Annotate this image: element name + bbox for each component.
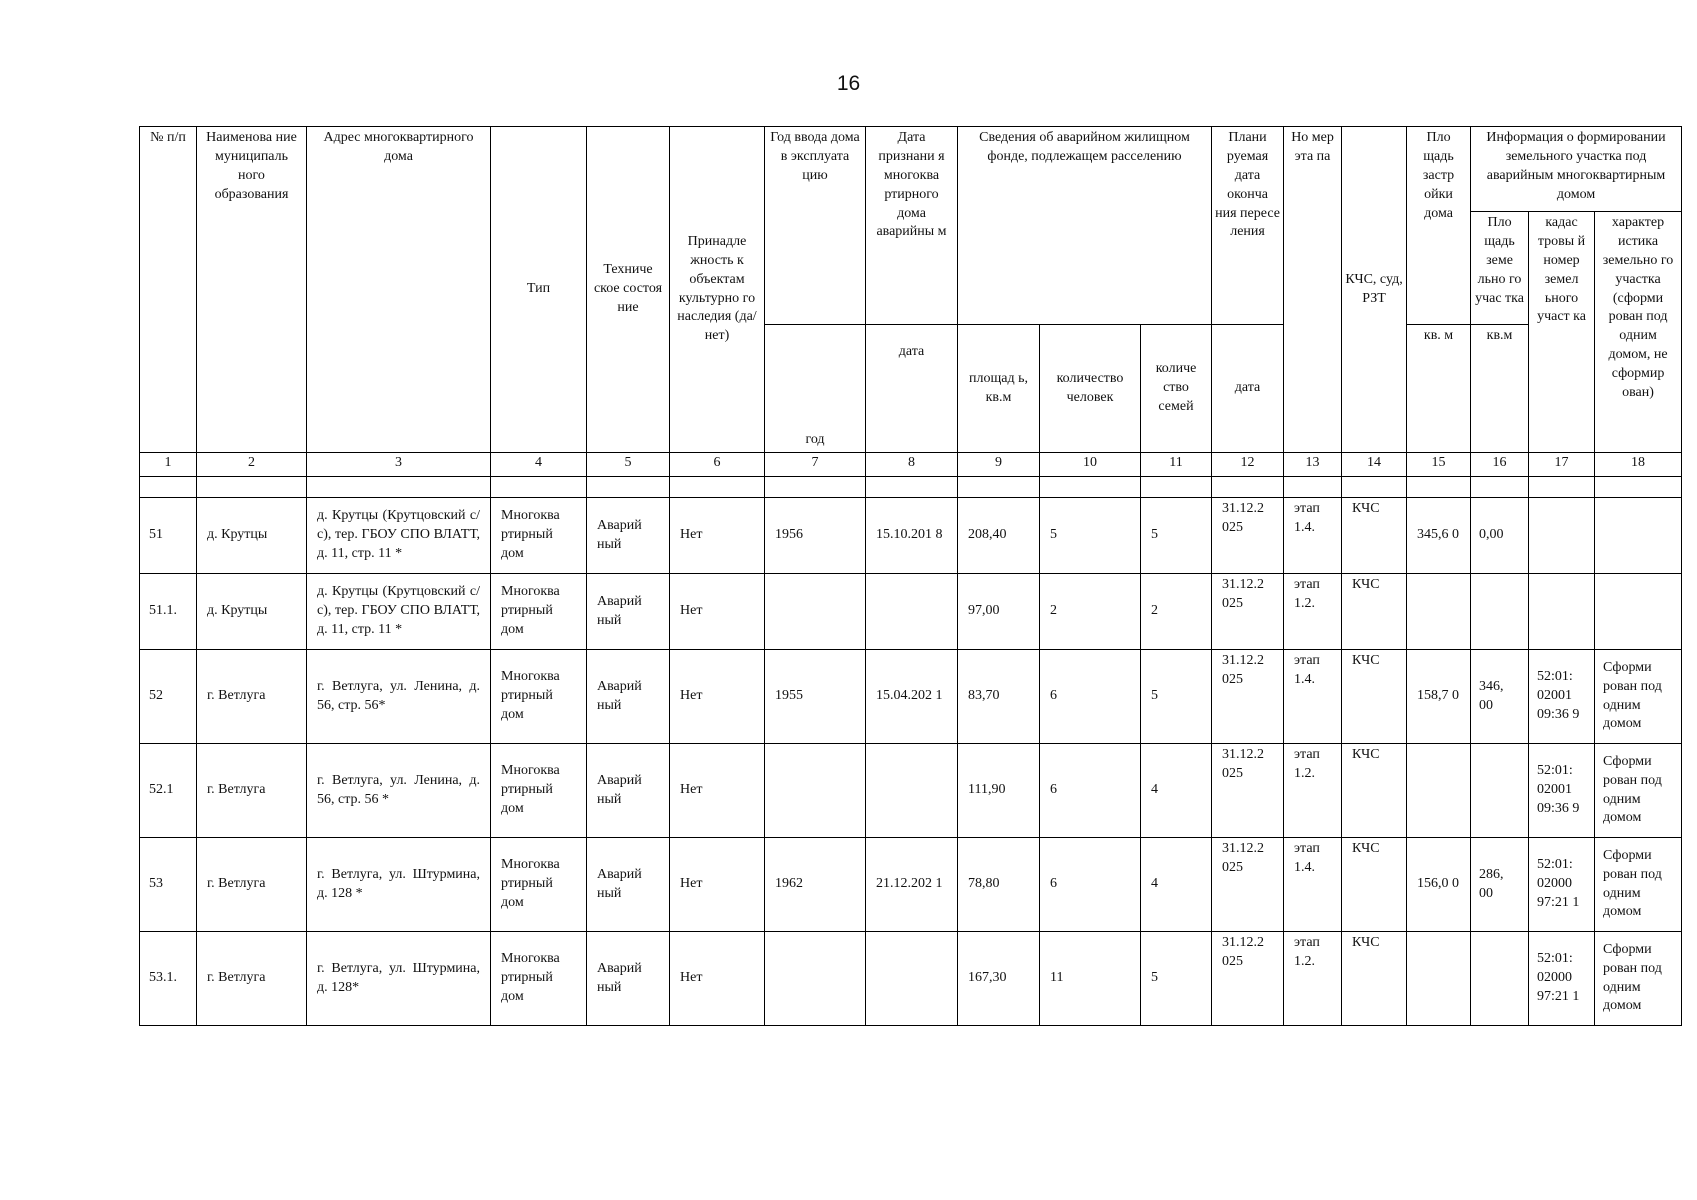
cell-plot-characteristic: Сформи рован под одним домом	[1595, 650, 1682, 744]
cell-cadastral-number: 52:01: 02000 97:21 1	[1529, 932, 1595, 1026]
cell-address: д. Крутцы (Крутцовский с/с), тер. ГБОУ СПО ВЛАТТ, д. 11, стр. 11 *	[307, 574, 491, 650]
cell-planned-date: 31.12.2 025	[1212, 498, 1284, 574]
cell-heritage: Нет	[670, 650, 765, 744]
cell-building-area	[1407, 932, 1471, 1026]
cell-cadastral-number	[1529, 498, 1595, 574]
header-unit-plot-sqm: кв.м	[1471, 325, 1529, 453]
column-number: 7	[765, 453, 866, 477]
cell-emergency-date	[866, 932, 958, 1026]
header-stage-number: Но мер эта па	[1284, 127, 1342, 453]
cell-area: 83,70	[958, 650, 1040, 744]
cell-building-area: 156,0 0	[1407, 838, 1471, 932]
cell-people: 5	[1040, 498, 1141, 574]
header-commissioning-year: Год ввода дома в эксплуата цию	[765, 127, 866, 325]
cell-cadastral-number: 52:01: 02001 09:36 9	[1529, 744, 1595, 838]
cell-address: г. Ветлуга, ул. Ленина, д. 56, стр. 56*	[307, 650, 491, 744]
cell-address: г. Ветлуга, ул. Штурмина, д. 128 *	[307, 838, 491, 932]
header-building-area: Пло щадь застр ойки дома	[1407, 127, 1471, 325]
column-number: 4	[491, 453, 587, 477]
cell-kchs: КЧС	[1342, 932, 1407, 1026]
column-number: 14	[1342, 453, 1407, 477]
cell-families: 5	[1141, 498, 1212, 574]
header-people-count: количество человек	[1040, 325, 1141, 453]
cell-heritage: Нет	[670, 838, 765, 932]
cell-row-number: 52	[140, 650, 197, 744]
cell-plot-characteristic	[1595, 498, 1682, 574]
header-row	[140, 127, 1682, 212]
column-number: 15	[1407, 453, 1471, 477]
table-row	[140, 838, 1682, 932]
cell-kchs: КЧС	[1342, 498, 1407, 574]
column-number-row	[140, 453, 1682, 477]
cell-plot-characteristic: Сформи рован под одним домом	[1595, 744, 1682, 838]
column-number: 12	[1212, 453, 1284, 477]
cell-type: Многоква ртирный дом	[491, 744, 587, 838]
header-emergency-fund-group: Сведения об аварийном жилищном фонде, подлежащем расселению	[958, 127, 1212, 325]
cell-people: 6	[1040, 744, 1141, 838]
cell-people: 6	[1040, 838, 1141, 932]
cell-area: 208,40	[958, 498, 1040, 574]
cell-condition: Аварий ный	[587, 932, 670, 1026]
column-number: 9	[958, 453, 1040, 477]
cell-type: Многоква ртирный дом	[491, 932, 587, 1026]
cell-municipality: г. Ветлуга	[197, 838, 307, 932]
cell-people: 11	[1040, 932, 1141, 1026]
header-planned-date: Плани руемая дата оконча ния пересе ления	[1212, 127, 1284, 325]
cell-row-number: 53	[140, 838, 197, 932]
cell-planned-date: 31.12.2 025	[1212, 838, 1284, 932]
header-unit-date: дата	[866, 325, 958, 453]
header-type: Тип	[491, 127, 587, 453]
header-technical-condition: Техниче ское состоя ние	[587, 127, 670, 453]
column-number: 18	[1595, 453, 1682, 477]
table-row	[140, 932, 1682, 1026]
column-number: 3	[307, 453, 491, 477]
cell-municipality: г. Ветлуга	[197, 650, 307, 744]
header-address: Адрес многоквартирного дома	[307, 127, 491, 453]
cell-address: г. Ветлуга, ул. Ленина, д. 56, стр. 56 *	[307, 744, 491, 838]
header-unit-planned-date: дата	[1212, 325, 1284, 453]
cell-condition: Аварий ный	[587, 574, 670, 650]
cell-condition: Аварий ный	[587, 744, 670, 838]
table-row	[140, 650, 1682, 744]
cell-row-number: 52.1	[140, 744, 197, 838]
cell-emergency-date: 15.10.201 8	[866, 498, 958, 574]
cell-municipality: г. Ветлуга	[197, 932, 307, 1026]
cell-address: г. Ветлуга, ул. Штурмина, д. 128*	[307, 932, 491, 1026]
cell-municipality: д. Крутцы	[197, 498, 307, 574]
cell-area: 167,30	[958, 932, 1040, 1026]
column-number: 8	[866, 453, 958, 477]
cell-condition: Аварий ный	[587, 498, 670, 574]
page-number: 16	[836, 72, 861, 95]
cell-municipality: г. Ветлуга	[197, 744, 307, 838]
header-area: площад ь, кв.м	[958, 325, 1040, 453]
header-families-count: количе ство семей	[1141, 325, 1212, 453]
column-number: 10	[1040, 453, 1141, 477]
cell-stage: этап 1.4.	[1284, 650, 1342, 744]
table-row	[140, 744, 1682, 838]
header-emergency-date: Дата признани я многоква ртирного дома аварийны м	[866, 127, 958, 325]
cell-type: Многоква ртирный дом	[491, 650, 587, 744]
cell-planned-date: 31.12.2 025	[1212, 650, 1284, 744]
table-row	[140, 574, 1682, 650]
cell-plot-area: 286, 00	[1471, 838, 1529, 932]
cell-plot-area: 346, 00	[1471, 650, 1529, 744]
column-number: 11	[1141, 453, 1212, 477]
cell-kchs: КЧС	[1342, 650, 1407, 744]
column-number: 1	[140, 453, 197, 477]
cell-families: 5	[1141, 932, 1212, 1026]
cell-cadastral-number	[1529, 574, 1595, 650]
header-kchs-court: КЧС, суд, РЗТ	[1342, 127, 1407, 453]
cell-condition: Аварий ный	[587, 838, 670, 932]
cell-heritage: Нет	[670, 744, 765, 838]
cell-families: 4	[1141, 744, 1212, 838]
cell-building-area: 158,7 0	[1407, 650, 1471, 744]
cell-stage: этап 1.4.	[1284, 838, 1342, 932]
cell-area: 111,90	[958, 744, 1040, 838]
cell-year: 1955	[765, 650, 866, 744]
header-municipality: Наименова ние муниципаль ного образования	[197, 127, 307, 453]
header-unit-sqm: кв. м	[1407, 325, 1471, 453]
cell-kchs: КЧС	[1342, 744, 1407, 838]
header-land-plot-group: Информация о формировании земельного участка под аварийным многоквартирным домом	[1471, 127, 1682, 212]
cell-year	[765, 744, 866, 838]
cell-type: Многоква ртирный дом	[491, 838, 587, 932]
header-cadastral-number: кадас тровы й номер земел ьного участ ка	[1529, 212, 1595, 453]
column-number: 17	[1529, 453, 1595, 477]
cell-address: д. Крутцы (Крутцовский с/с), тер. ГБОУ СПО ВЛАТТ, д. 11, стр. 11 *	[307, 498, 491, 574]
cell-row-number: 51	[140, 498, 197, 574]
column-number: 6	[670, 453, 765, 477]
column-number: 16	[1471, 453, 1529, 477]
cell-type: Многоква ртирный дом	[491, 498, 587, 574]
cell-emergency-date	[866, 574, 958, 650]
spacer-row	[140, 477, 1682, 498]
cell-building-area	[1407, 744, 1471, 838]
header-unit-year: год	[765, 325, 866, 453]
cell-area: 78,80	[958, 838, 1040, 932]
cell-kchs: КЧС	[1342, 838, 1407, 932]
cell-cadastral-number: 52:01: 02000 97:21 1	[1529, 838, 1595, 932]
cell-plot-area	[1471, 574, 1529, 650]
cell-building-area: 345,6 0	[1407, 498, 1471, 574]
column-number: 2	[197, 453, 307, 477]
cell-type: Многоква ртирный дом	[491, 574, 587, 650]
cell-row-number: 51.1.	[140, 574, 197, 650]
header-cultural-heritage: Принадле жность к объектам культурно го наследия (да/нет)	[670, 127, 765, 453]
header-plot-area: Пло щадь земе льно го учас тка	[1471, 212, 1529, 325]
cell-stage: этап 1.4.	[1284, 498, 1342, 574]
cell-planned-date: 31.12.2 025	[1212, 574, 1284, 650]
cell-plot-area	[1471, 932, 1529, 1026]
table-row	[140, 498, 1682, 574]
header-row-number: № п/п	[140, 127, 197, 453]
cell-year: 1962	[765, 838, 866, 932]
cell-year	[765, 932, 866, 1026]
cell-plot-characteristic: Сформи рован под одним домом	[1595, 932, 1682, 1026]
cell-area: 97,00	[958, 574, 1040, 650]
emergency-housing-table	[139, 126, 1682, 1026]
cell-stage: этап 1.2.	[1284, 574, 1342, 650]
cell-emergency-date: 21.12.202 1	[866, 838, 958, 932]
cell-families: 5	[1141, 650, 1212, 744]
cell-plot-characteristic: Сформи рован под одним домом	[1595, 838, 1682, 932]
cell-heritage: Нет	[670, 498, 765, 574]
cell-heritage: Нет	[670, 932, 765, 1026]
cell-stage: этап 1.2.	[1284, 932, 1342, 1026]
cell-kchs: КЧС	[1342, 574, 1407, 650]
cell-stage: этап 1.2.	[1284, 744, 1342, 838]
cell-emergency-date: 15.04.202 1	[866, 650, 958, 744]
cell-planned-date: 31.12.2 025	[1212, 744, 1284, 838]
cell-year: 1956	[765, 498, 866, 574]
column-number: 5	[587, 453, 670, 477]
cell-condition: Аварий ный	[587, 650, 670, 744]
cell-people: 2	[1040, 574, 1141, 650]
cell-cadastral-number: 52:01: 02001 09:36 9	[1529, 650, 1595, 744]
cell-plot-characteristic	[1595, 574, 1682, 650]
cell-emergency-date	[866, 744, 958, 838]
cell-heritage: Нет	[670, 574, 765, 650]
cell-building-area	[1407, 574, 1471, 650]
cell-families: 4	[1141, 838, 1212, 932]
header-plot-characteristic: характер истика земельно го участка (сформи рован под одним домом, не сформир ован)	[1595, 212, 1682, 453]
cell-year	[765, 574, 866, 650]
cell-plot-area: 0,00	[1471, 498, 1529, 574]
cell-planned-date: 31.12.2 025	[1212, 932, 1284, 1026]
cell-plot-area	[1471, 744, 1529, 838]
cell-row-number: 53.1.	[140, 932, 197, 1026]
column-number: 13	[1284, 453, 1342, 477]
cell-municipality: д. Крутцы	[197, 574, 307, 650]
cell-families: 2	[1141, 574, 1212, 650]
cell-people: 6	[1040, 650, 1141, 744]
